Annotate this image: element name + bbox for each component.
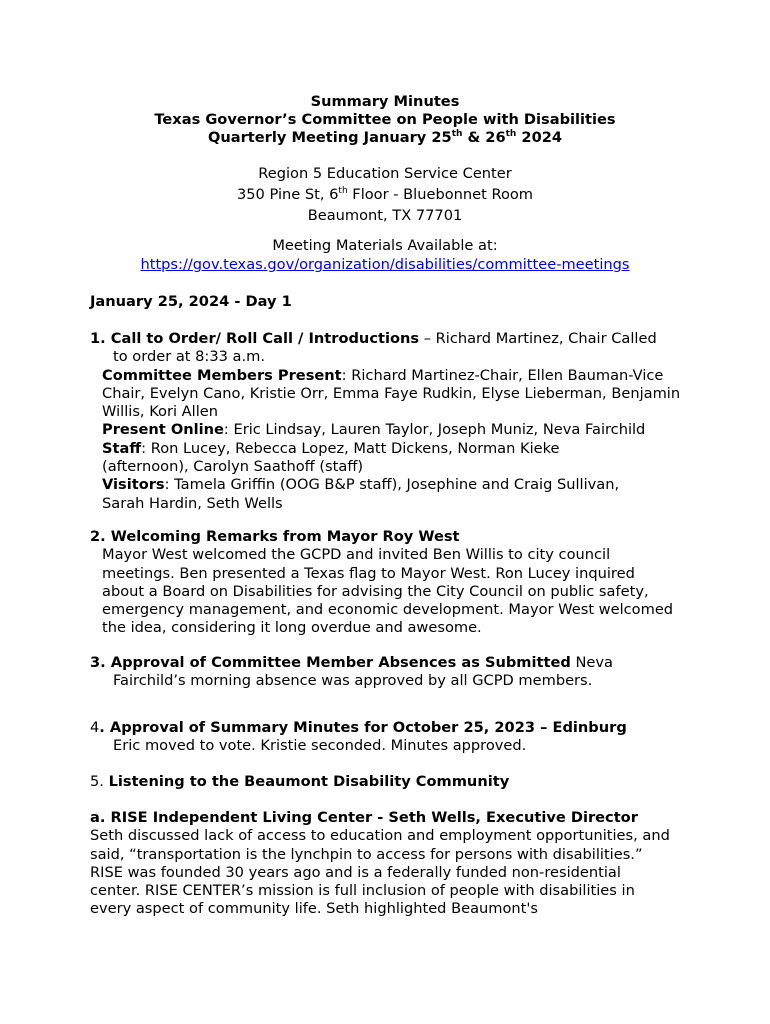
item-1-heading: 1. Call to Order/ Roll Call / Introductions (90, 330, 420, 347)
item-2-heading: 2. Welcoming Remarks from Mayor Roy West (90, 528, 460, 545)
item-3: 3. Approval of Committee Member Absences as Submitted Neva Fairchild’s morning absence was approved by all GCPD members. (90, 654, 613, 690)
title-line-1: Summary Minutes (310, 93, 460, 110)
item-2-text: Mayor West welcomed the GCPD and invited Ben Willis to city council meetings. Ben presented a Texas flag to Mayor West. Ron Lucey inquired about a Board on Disabilities for advising the City Council on public safety, emergency management, and economic development. Mayor West welcomed the idea, considering it long overdue and awesome. (102, 546, 674, 637)
item-2 (90, 528, 680, 638)
visitors-list: Visitors: Tamela Griffin (OOG B&P staff), Josephine and Craig Sullivan, Sarah Hardin, Seth Wells (102, 476, 620, 512)
item-5a-heading: a. RISE Independent Living Center - Seth Wells, Executive Director (90, 809, 638, 826)
item-4: 4. Approval of Summary Minutes for October 25, 2023 – Edinburg Eric moved to vote. Kristie seconded. Minutes approved. (90, 719, 627, 755)
location-line-1: Region 5 Education Service Center (258, 165, 512, 182)
members-present: Committee Members Present: Richard Martinez-Chair, Ellen Bauman-Vice Chair, Evelyn Cano, Kristie Orr, Emma Faye Rudkin, Elyse Lieberman, Benjamin Willis, Kori Allen (102, 366, 681, 421)
item-1: 1. Call to Order/ Roll Call / Introductions – Richard Martinez, Chair Called to order at 8:33 a.m. Committee Members Present: Richard Martinez-Chair, Ellen Bauman-Vice Chair, Evelyn Cano, Kristie Orr, Emma Faye Rudkin, Elyse Lieberman, Benjamin Willis, Kori Allen Present Online: Eric Lindsay, Lauren Taylor, Joseph Muniz, Neva Fairchild Staff: Ron Lucey, Rebecca Lopez, Matt Dickens, Norman Kieke (afternoon), Carolyn Saathoff (staff) Visitors: Tamela Griffin (OOG B&P staff), Josephine and Craig Sullivan, Sarah Hardin, Seth Wells (90, 330, 690, 513)
title-line-3: Quarterly Meeting January 25th & 26th 2024 (207, 129, 563, 146)
materials-label: Meeting Materials Available at: (272, 237, 498, 254)
location-line-3: Beaumont, TX 77701 (307, 207, 463, 224)
item-5: 5. Listening to the Beaumont Disability Community (90, 773, 510, 790)
item-4-heading: . Approval of Summary Minutes for October 25, 2023 – Edinburg (99, 719, 627, 736)
day-heading: January 25, 2024 - Day 1 (90, 293, 292, 310)
location-line-2: 350 Pine St, 6th Floor - Bluebonnet Room (236, 186, 534, 203)
staff-list: Staff: Ron Lucey, Rebecca Lopez, Matt Dickens, Norman Kieke (afternoon), Carolyn Saathoff (staff) (102, 439, 560, 476)
item-5-heading: Listening to the Beaumont Disability Community (108, 773, 510, 790)
item-5a (90, 809, 675, 919)
item-3-heading: 3. Approval of Committee Member Absences as Submitted (90, 654, 571, 671)
materials-link[interactable]: https://gov.texas.gov/organization/disabilities/committee-meetings (140, 256, 630, 273)
title-line-2: Texas Governor’s Committee on People with Disabilities (154, 111, 616, 128)
item-5a-text: Seth discussed lack of access to education and employment opportunities, and said, “transportation is the lynchpin to access for persons with disabilities.” RISE was founded 30 years ago and is a federally funded non-residential center. RISE CENTER’s mission is full inclusion of people with disabilities in every aspect of community life. Seth highlighted Beaumont's (90, 827, 670, 918)
present-online: Present Online: Eric Lindsay, Lauren Taylor, Joseph Muniz, Neva Fairchild (102, 421, 646, 439)
